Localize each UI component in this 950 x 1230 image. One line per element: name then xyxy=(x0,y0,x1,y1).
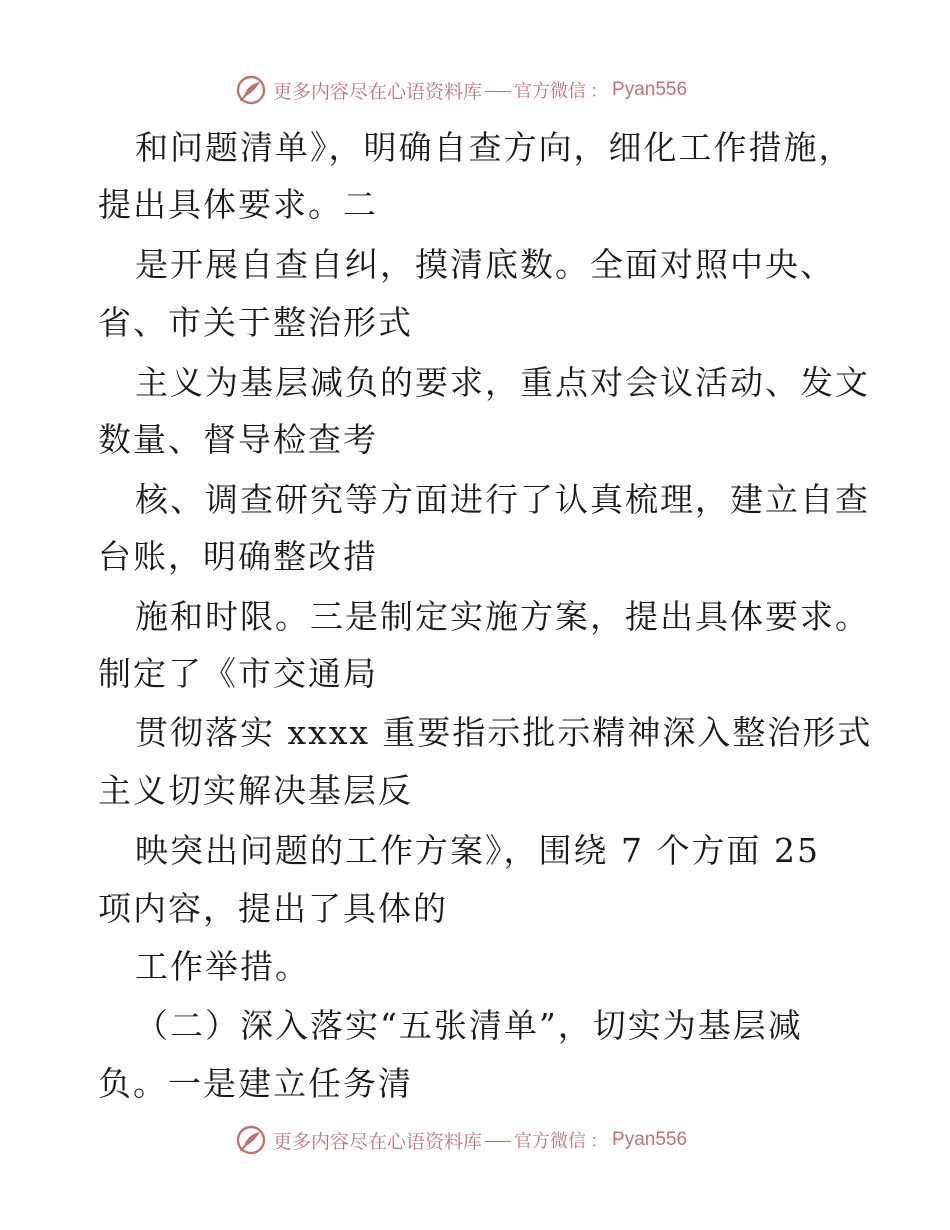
body-line: 施和时限。三是制定实施方案，提出具体要求。 xyxy=(135,597,870,636)
body-line: 核、调查研究等方面进行了认真梳理，建立自查 xyxy=(135,480,870,519)
official-label: 官方微信 xyxy=(514,81,587,102)
body-line: 数量、督导检查考 xyxy=(98,420,378,459)
body-line: 工作举措。 xyxy=(135,947,310,986)
divider xyxy=(485,91,511,92)
divider xyxy=(485,1141,511,1142)
brand-text: 更多内容尽在心语资料库 xyxy=(273,1130,483,1153)
wechat-id: Pyan556 xyxy=(612,1129,688,1150)
body-line: 贯彻落实 xxxx 重要指示批示精神深入整治形式 xyxy=(135,713,873,752)
official-label: 官方微信 xyxy=(514,1131,587,1152)
separator: ： xyxy=(590,1131,609,1152)
wechat-id: Pyan556 xyxy=(612,79,688,100)
body-line: 台账，明确整改措 xyxy=(98,537,378,576)
body-line: 省、市关于整治形式 xyxy=(98,303,413,342)
logo-icon xyxy=(235,74,267,106)
brand-text: 更多内容尽在心语资料库 xyxy=(273,80,483,103)
body-line: 映突出问题的工作方案》，围绕 7 个方面 25 xyxy=(135,831,820,870)
logo-icon xyxy=(235,1124,267,1156)
body-line: 是开展自查自纠，摸清底数。全面对照中央、 xyxy=(135,245,835,284)
body-line: 主义切实解决基层反 xyxy=(98,771,413,810)
header-watermark xyxy=(235,73,715,107)
body-line: 制定了《市交通局 xyxy=(98,654,378,693)
body-line: 项内容，提出了具体的 xyxy=(98,889,448,928)
footer-watermark xyxy=(235,1123,715,1157)
body-line: （二）深入落实“五张清单”，切实为基层减 xyxy=(135,1006,803,1045)
body-line: 负。一是建立任务清 xyxy=(98,1064,413,1103)
body-line: 和问题清单》，明确自查方向，细化工作措施， xyxy=(135,128,854,167)
body-line: 提出具体要求。二 xyxy=(98,185,378,224)
separator: ： xyxy=(590,81,609,102)
body-line: 主义为基层减负的要求，重点对会议活动、发文 xyxy=(135,363,870,402)
